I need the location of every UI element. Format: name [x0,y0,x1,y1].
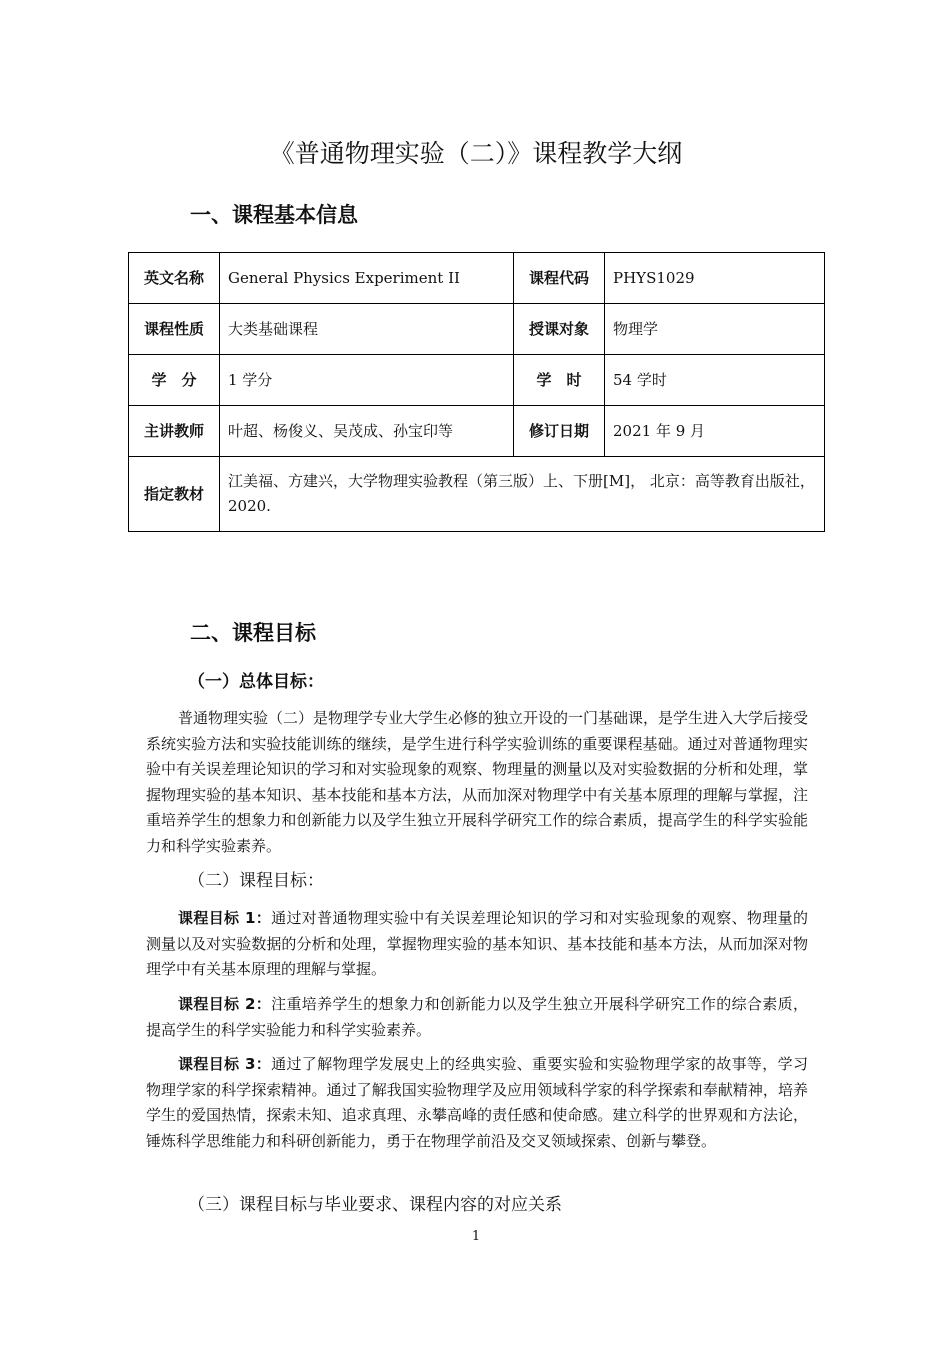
table-label: 英文名称 [129,253,220,304]
table-value: General Physics Experiment II [220,253,514,304]
goal-label: 课程目标 2： [178,995,272,1013]
paragraph-goal-3 [146,1052,808,1154]
table-label: 学 分 [129,355,220,406]
paragraph-overall-goal: 普通物理实验（二）是物理学专业大学生必修的独立开设的一门基础课，是学生进入大学后接受系统实验方法和实验技能训练的继续，是学生进行科学实验训练的重要课程基础。通过对普通物理实验中有关误差理论知识的学习和对实验现象的观察、物理量的测量以及对实验数据的分析和处理，掌握物理实验的基本知识、基本技能和基本方法，从而加深对物理学中有关基本原理的理解与掌握，注重培养学生的想象力和创新能力以及学生独立开展科学研究工作的综合素质，提高学生的科学实验能力和科学实验素养。 [146,709,809,855]
table-row [129,355,825,406]
course-info-table [128,252,825,532]
goal-text: 通过对普通物理实验中有关误差理论知识的学习和对实验现象的观察、物理量的测量以及对实验数据的分析和处理，掌握物理实验的基本知识、基本技能和基本方法，从而加深对物理学中有关基本原理的理解与掌握。 [146,909,808,978]
table-label: 授课对象 [514,304,605,355]
table-row [129,253,825,304]
goal-text: 注重培养学生的想象力和创新能力以及学生独立开展科学研究工作的综合素质，提高学生的科学实验能力和科学实验素养。 [146,995,808,1039]
table-label: 课程性质 [129,304,220,355]
table-value: 叶超、杨俊义、吴茂成、孙宝印等 [220,406,514,457]
subsection-heading-mapping: （三）课程目标与毕业要求、课程内容的对应关系 [188,1195,562,1215]
table-value: 江美福、方建兴，大学物理实验教程（第三版）上、下册[M]， 北京：高等教育出版社，2020. [220,457,825,532]
goal-label: 课程目标 1： [178,909,272,927]
subsection-heading-text: （一）总体目标： [188,672,324,692]
page-title: 《普通物理实验（二）》课程教学大纲 [269,139,683,168]
table-row [129,457,825,532]
goal-label: 课程目标 3： [178,1055,272,1073]
table-value: 1 学分 [220,355,514,406]
table-row [129,304,825,355]
subsection-heading-course-goals: （二）课程目标： [188,871,324,891]
table-label: 主讲教师 [129,406,220,457]
section-heading-course-goals: 二、课程目标 [190,621,316,645]
goal-text: 通过了解物理学发展史上的经典实验、重要实验和实验物理学家的故事等，学习物理学家的科学探索精神。通过了解我国实验物理学及应用领域科学家的科学探索和奉献精神，培养学生的爱国热情，探索未知、追求真理、永攀高峰的责任感和使命感。建立科学的世界观和方法论，锤炼科学思维能力和科研创新能力，勇于在物理学前沿及交叉领域探索、创新与攀登。 [146,1055,808,1150]
table-label: 指定教材 [129,457,220,532]
table-value: 2021 年 9 月 [605,406,825,457]
table-value: 54 学时 [605,355,825,406]
table-label: 修订日期 [514,406,605,457]
page-number: 1 [471,1229,481,1244]
table-label: 学 时 [514,355,605,406]
section-heading-basic-info: 一、课程基本信息 [190,203,358,227]
paragraph-goal-1 [146,906,808,983]
table-value: 大类基础课程 [220,304,514,355]
table-value: PHYS1029 [605,253,825,304]
table-row [129,406,825,457]
paragraph-goal-2 [146,992,808,1043]
table-label: 课程代码 [514,253,605,304]
table-value: 物理学 [605,304,825,355]
subsection-heading-overall-goal [188,669,324,695]
